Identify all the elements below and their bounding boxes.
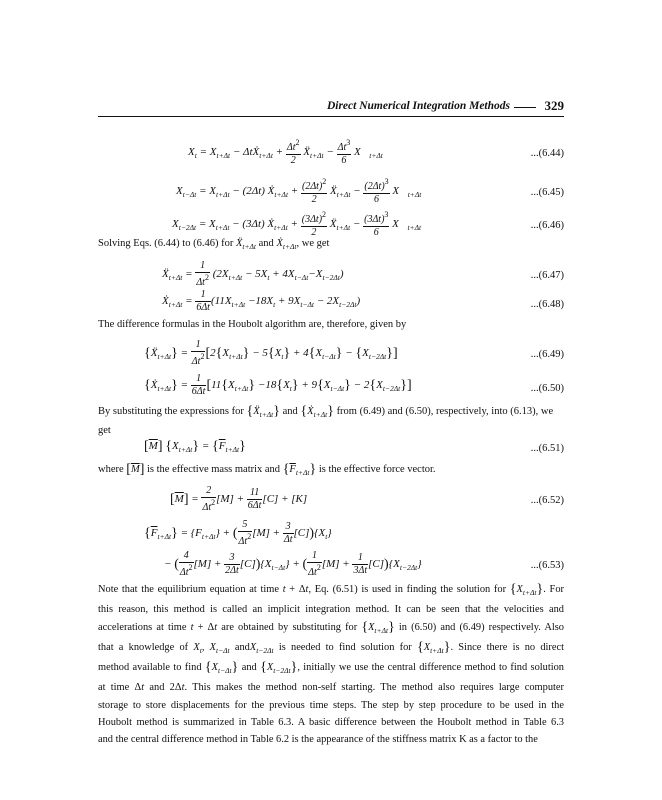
equation-6-51 xyxy=(98,438,564,460)
text-run: Solving Eqs. (6.44) to (6.46) for xyxy=(98,238,234,249)
paragraph-line: at time Δt and 2Δt. This makes the method non-self starting. The method also requires large computer xyxy=(98,682,564,694)
equation-number: ...(6.50) xyxy=(530,383,564,394)
equation-number: ...(6.45) xyxy=(530,187,564,198)
equation-6-48 xyxy=(98,287,564,317)
text-run: is the effective mass matrix and xyxy=(147,464,281,475)
text-run: from (6.49) and (6.50), respectively, into (6.13), we xyxy=(336,406,554,417)
solving-line: Solving Eqs. (6.44) to (6.46) for Ẍ$_{t+\Delta t}$ and Ẋ$_{t+\Delta t}$, we get xyxy=(98,238,330,251)
paragraph-line: storage to store displacements for the previous time steps. The step by step procedure to be used in the xyxy=(98,699,564,711)
equation-6-47 xyxy=(98,258,564,288)
difference-formulas-line: The difference formulas in the Houbolt algorithm are, therefore, given by xyxy=(98,319,407,330)
equation-body: Ẍ$_{t+\Delta t}$ = $\frac{1}{\Delta t^2}$ $(2X_{t+\Delta t} - 5X_t + 4X_{t-\Delta t}-X_{t-2\Delta t})$ xyxy=(162,260,344,288)
running-header xyxy=(98,98,564,120)
equation-6-44 xyxy=(98,133,564,166)
equation-body: $X_t = X_{t+\Delta t}$ − ΔtẊ$_{t+\Delta t}$ + $\frac{\Delta t^2}{2}$ Ẍ$_{t+\Delta t}$ − $\frac{\Delta t^3}{6}$ $X⃛_{t+\Delta t}$ xyxy=(188,138,383,166)
header-dash xyxy=(514,107,536,108)
equation-number: ...(6.48) xyxy=(530,299,564,310)
equation-6-53 xyxy=(98,518,564,580)
text-run: get xyxy=(98,425,111,436)
paragraph-line: Note that the equilibrium equation at time t + Δt, Eq. (6.51) is used in finding the solution for $\{X_{t+\Delta t}\}$. For xyxy=(98,582,564,597)
equation-body: $[\overline{M}] \{X_{t+\Delta t}\} = \{\overline{F}_{t+\Delta t}\}$ xyxy=(144,439,246,454)
paragraph-line: Houbolt method is summarized in Table 6.3. A basic difference between the Houbolt method in Table 6.3 xyxy=(98,717,564,729)
text-run: is the effective force vector. xyxy=(318,464,436,475)
paragraph-line: that a knowledge of $X_t$, $X_{t-\Delta t}$ andX$_{t-2\Delta t}$ is needed to find solution for $\{X_{t+\Delta t}\}$. Since there is no direct xyxy=(98,639,564,655)
paragraph-line: method available to find $\{X_{t-\Delta t}\}$ and $\{X_{t-2\Delta t}\}$, initially we use the central difference method to find solution xyxy=(98,660,565,676)
closing-paragraph xyxy=(98,581,564,749)
text-run: By substituting the expressions for xyxy=(98,406,244,417)
equation-number: ...(6.49) xyxy=(530,349,564,360)
equation-body-line-2: − ( $\frac{4}{\Delta t^2}$ [M] + $\frac{3}{2\Delta t}$ $[C])\{X_{t-\Delta t}\}$ + ( $\frac{1}{\Delta t^2}$ [M] + $\frac{1}{3\Delta t}$ $[C])\{X_{t-2\Delta t}\}$ xyxy=(164,550,422,578)
text-run: and xyxy=(282,406,298,417)
equation-number: ...(6.44) xyxy=(530,148,564,159)
equation-6-46 xyxy=(98,205,564,238)
equation-6-50 xyxy=(98,371,564,401)
chapter-title: Direct Numerical Integration Methods xyxy=(326,100,510,112)
substitution-sentence: By substituting the expressions for {Ẍ$_{t+\Delta t}$} and {Ẋ$_{t+\Delta t}$} from (6.49) and (6.50), respectively, into (6.13), we get xyxy=(98,404,554,436)
equation-body-line-1: $\{\overline{F}_{t+\Delta t}\} = \{F_{t+\Delta t}\}$ + ( $\frac{5}{\Delta t^2}$ [M] + $\frac{3}{\Delta t}$ $[C])\{X_t\}$ xyxy=(144,519,332,547)
paragraph-line: this reason, this method is called an implicit integration method. It can be seen that the velocities and xyxy=(98,604,564,616)
text-run: , we get xyxy=(296,238,330,249)
equation-number: ...(6.46) xyxy=(530,220,564,231)
equation-number: ...(6.52) xyxy=(530,495,564,506)
equation-body: $X_{t-\Delta t} = X_{t+\Delta t} - (2\Delta t)$ Ẋ$_{t+\Delta t}$ + $\frac{(2\Delta t)^2}{2}$ Ẍ$_{t+\Delta t}$ − $\frac{(2\Delta t)^3}{6}$ $X⃛_{t+\Delta t}$ xyxy=(176,177,422,205)
equation-body: $[\overline{M}]$ = $\frac{2}{\Delta t^2}$ [M] + $\frac{11}{6\Delta t}$ [C] + [K] xyxy=(170,485,308,513)
equation-body: Ẋ$_{t+\Delta t}$ = $\frac{1}{6\Delta t}$ $(11X_{t+\Delta t} -18X_t + 9X_{t-\Delta t} - 2X_{t-2\Delta t})$ xyxy=(162,289,361,313)
equation-body: {Ẋ$_{t+\Delta t}$} = $\frac{1}{6\Delta t}$ $[11\{X_{t+\Delta t}\} -18\{X_t\} + 9\{X_{t-\Delta t}\} - 2\{X_{t-2\Delta t}\}]$ xyxy=(144,373,412,397)
equation-6-45 xyxy=(98,172,564,205)
where-line: where $[\overline{M}]$ is the effective mass matrix and $\{\overline{F}_{t+\Delta t}\}$ is the effective force vector. xyxy=(98,462,436,477)
equation-body: $X_{t-2\Delta t} = X_{t+\Delta t} - (3\Delta t)$ Ẋ$_{t+\Delta t}$ + $\frac{(3\Delta t)^2}{2}$ Ẍ$_{t+\Delta t}$ − $\frac{(3\Delta t)^3}{6}$ $X⃛_{t+\Delta t}$ xyxy=(172,210,422,238)
page-number: 329 xyxy=(544,98,564,113)
equation-6-49 xyxy=(98,337,564,367)
equation-6-52 xyxy=(98,484,564,514)
paragraph-line: and the central difference method in Table 6.2 is the appearance of the stiffness matrix K as a factor to the xyxy=(98,734,538,746)
equation-number: ...(6.53) xyxy=(530,560,564,571)
equation-number: ...(6.47) xyxy=(530,270,564,281)
header-rule xyxy=(98,116,564,117)
text-run: where xyxy=(98,464,124,475)
equation-number: ...(6.51) xyxy=(530,443,564,454)
paragraph-line: accelerations at time t + Δt are obtained by substituting for $\{X_{t+\Delta t}\}$ in (6.50) and (6.49) respectively. Also xyxy=(98,619,564,635)
equation-body: {Ẍ$_{t+\Delta t}$} = $\frac{1}{\Delta t^2}$ $[2\{X_{t+\Delta t}\} - 5\{X_t\} + 4\{X_{t-\Delta t}\} - \{X_{t-2\Delta t}\}]$ xyxy=(144,339,398,367)
text-run: and xyxy=(258,238,274,249)
